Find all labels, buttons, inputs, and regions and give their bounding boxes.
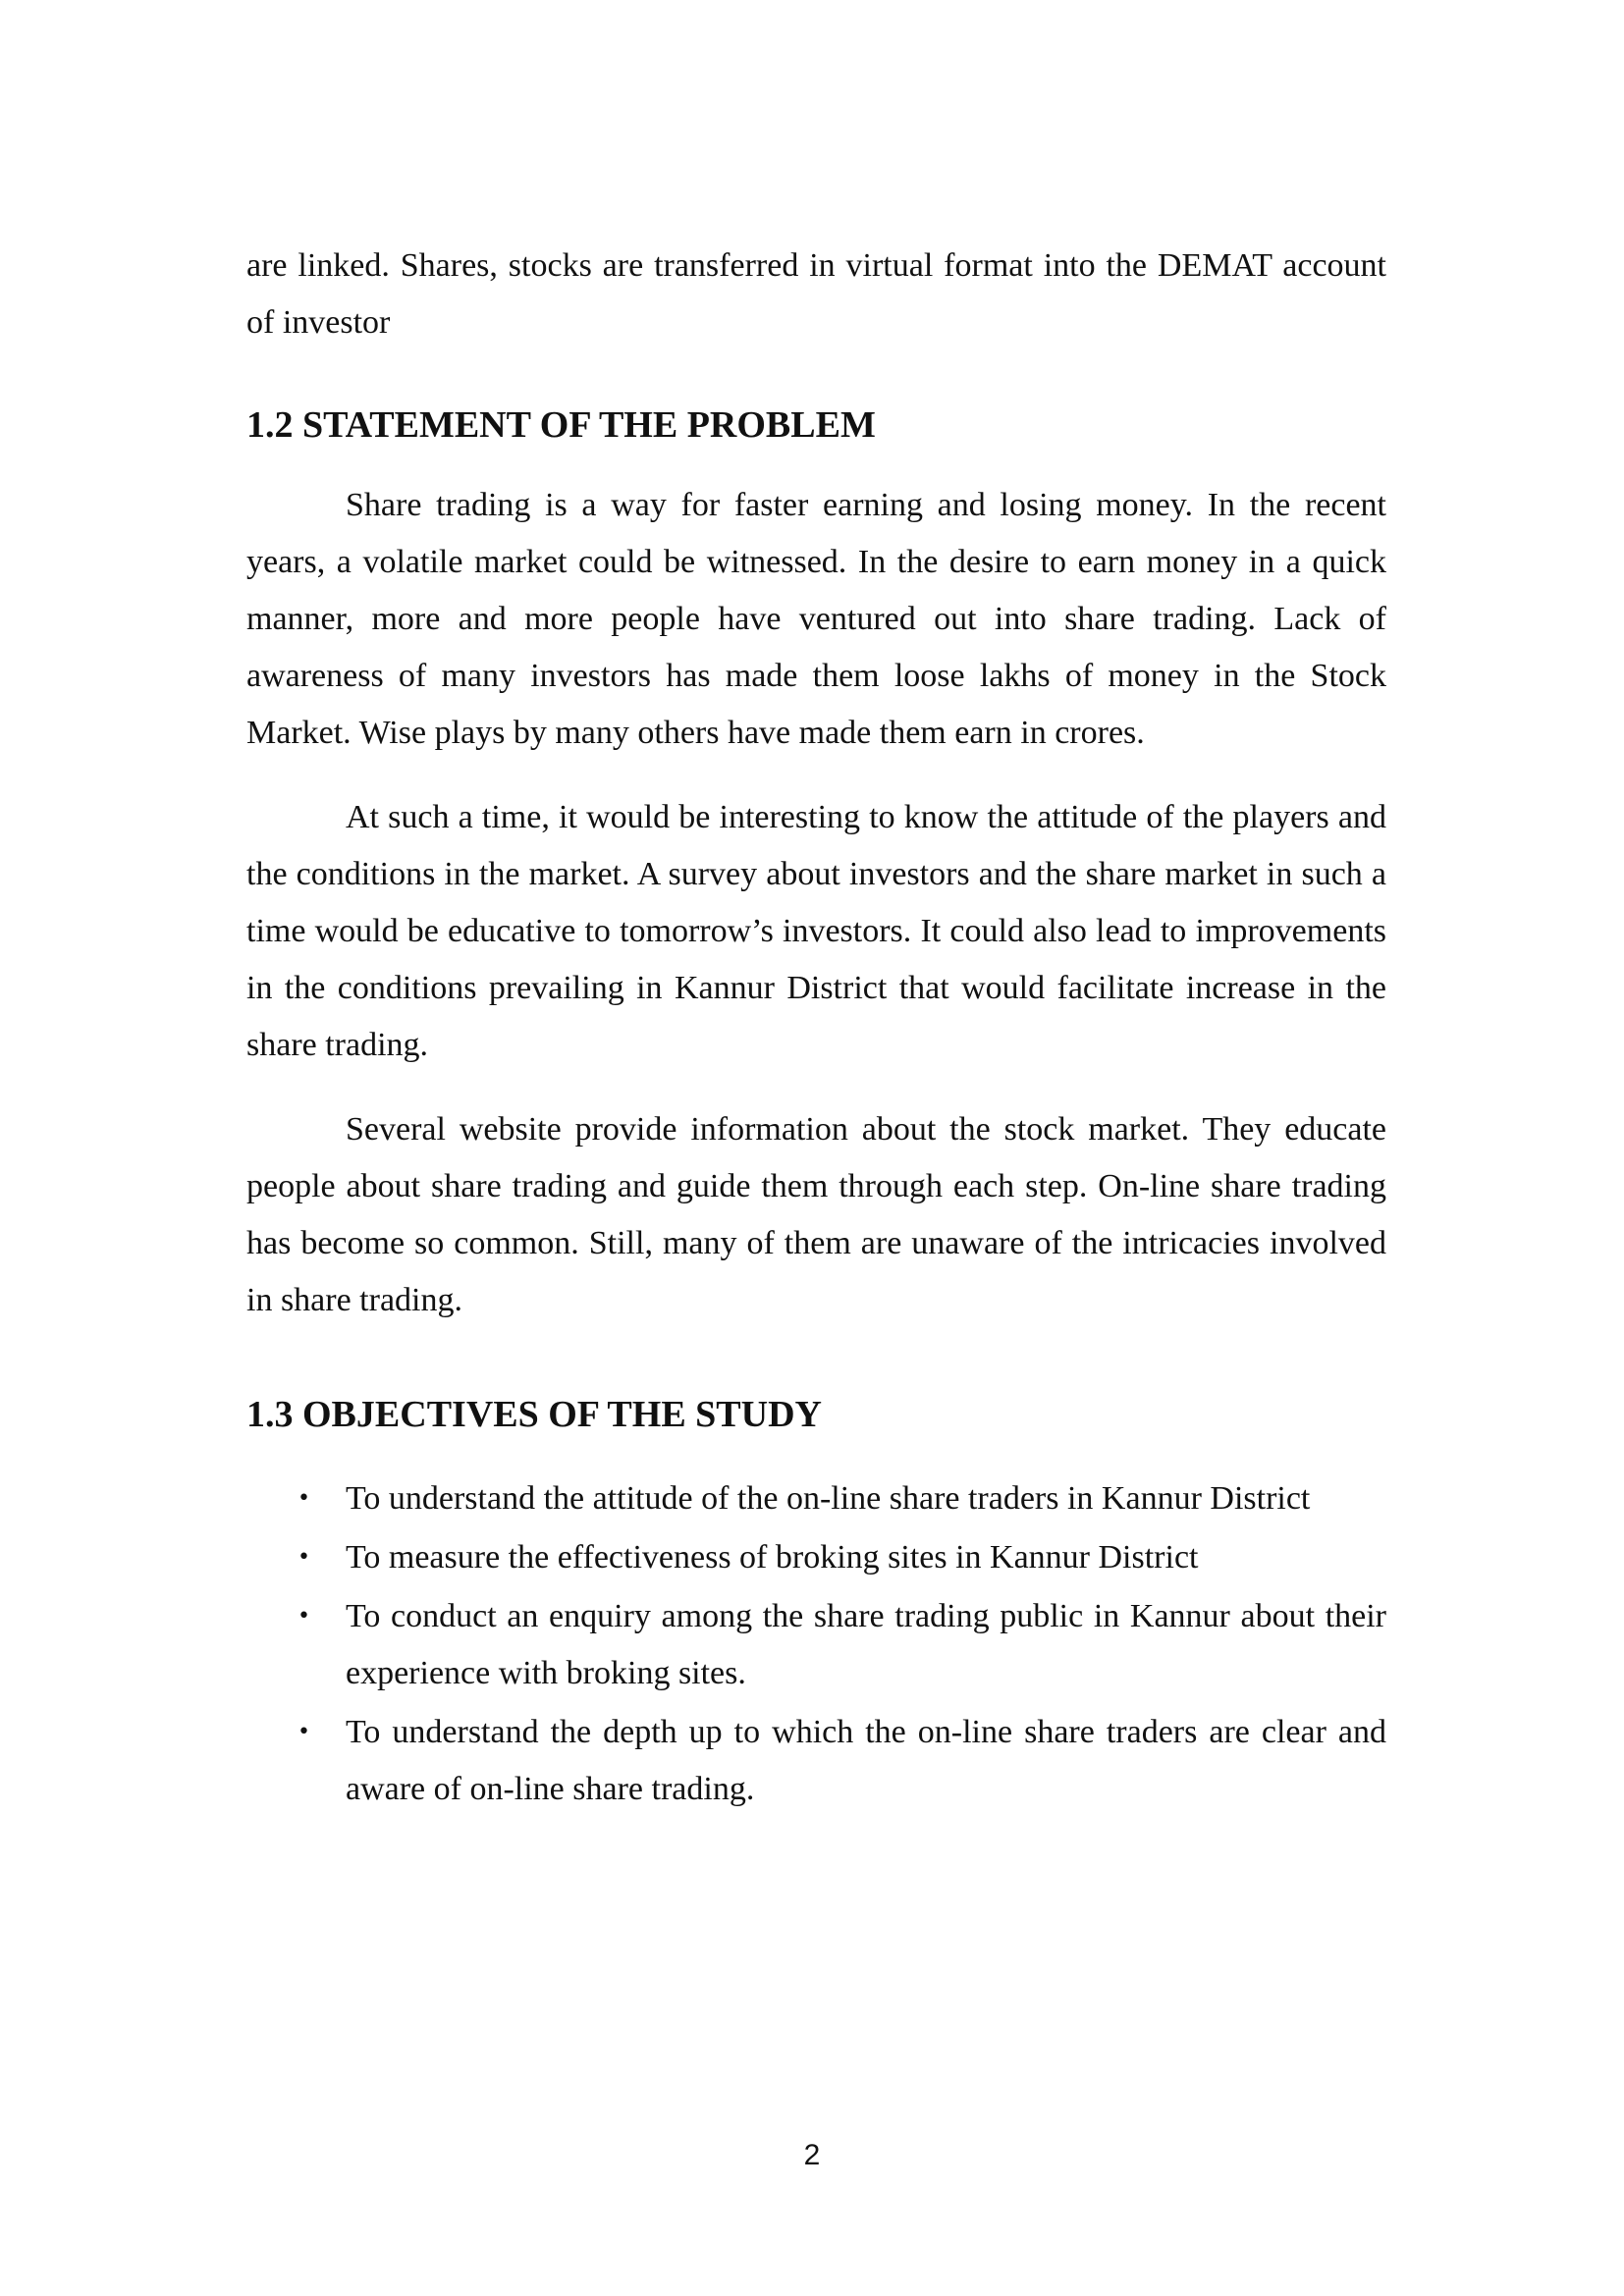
- bullet-icon: •: [298, 1545, 310, 1570]
- objectives-list: [246, 1470, 1386, 1818]
- continuation-paragraph: are linked. Shares, stocks are transferred in virtual format into the DEMAT account of investor: [246, 247, 1386, 341]
- page-body: [246, 238, 1386, 1820]
- bullet-icon: •: [298, 1720, 310, 1744]
- objective-text: To understand the attitude of the on-line share traders in Kannur District: [346, 1480, 1311, 1517]
- objective-item: [246, 1704, 1386, 1818]
- objective-item: [246, 1529, 1386, 1586]
- objective-item: [246, 1470, 1386, 1527]
- problem-paragraph-3: Several website provide information about the stock market. They educate people about share trading and guide them through each step. On-line share trading has become so common. Still, many of them are unaware of the intricacies involved in share trading.: [246, 1111, 1386, 1318]
- objective-text: To conduct an enquiry among the share trading public in Kannur about their experience with broking sites.: [346, 1598, 1386, 1691]
- section-heading-objectives: 1.3 OBJECTIVES OF THE STUDY: [246, 1394, 822, 1435]
- objective-text: To understand the depth up to which the on-line share traders are clear and aware of on-line share trading.: [346, 1714, 1386, 1807]
- bullet-icon: •: [298, 1486, 310, 1511]
- page-number: 2: [803, 2139, 821, 2171]
- problem-paragraph-1: Share trading is a way for faster earning and losing money. In the recent years, a volatile market could be witnessed. In the desire to earn money in a quick manner, more and more people have ventured out into share trading. Lack of awareness of many investors has made them loose lakhs of money in the Stock Market. Wise plays by many others have made them earn in crores.: [246, 487, 1386, 751]
- objective-item: [246, 1588, 1386, 1702]
- bullet-icon: •: [298, 1604, 310, 1629]
- objective-text: To measure the effectiveness of broking sites in Kannur District: [346, 1539, 1199, 1575]
- problem-paragraph-2: At such a time, it would be interesting to know the attitude of the players and the conditions in the market. A survey about investors and the share market in such a time would be educative to tomorrow’s investors. It could also lead to improvements in the conditions prevailing in Kannur District that would facilitate increase in the share trading.: [246, 799, 1386, 1063]
- section-heading-statement-of-problem: 1.2 STATEMENT OF THE PROBLEM: [246, 404, 876, 446]
